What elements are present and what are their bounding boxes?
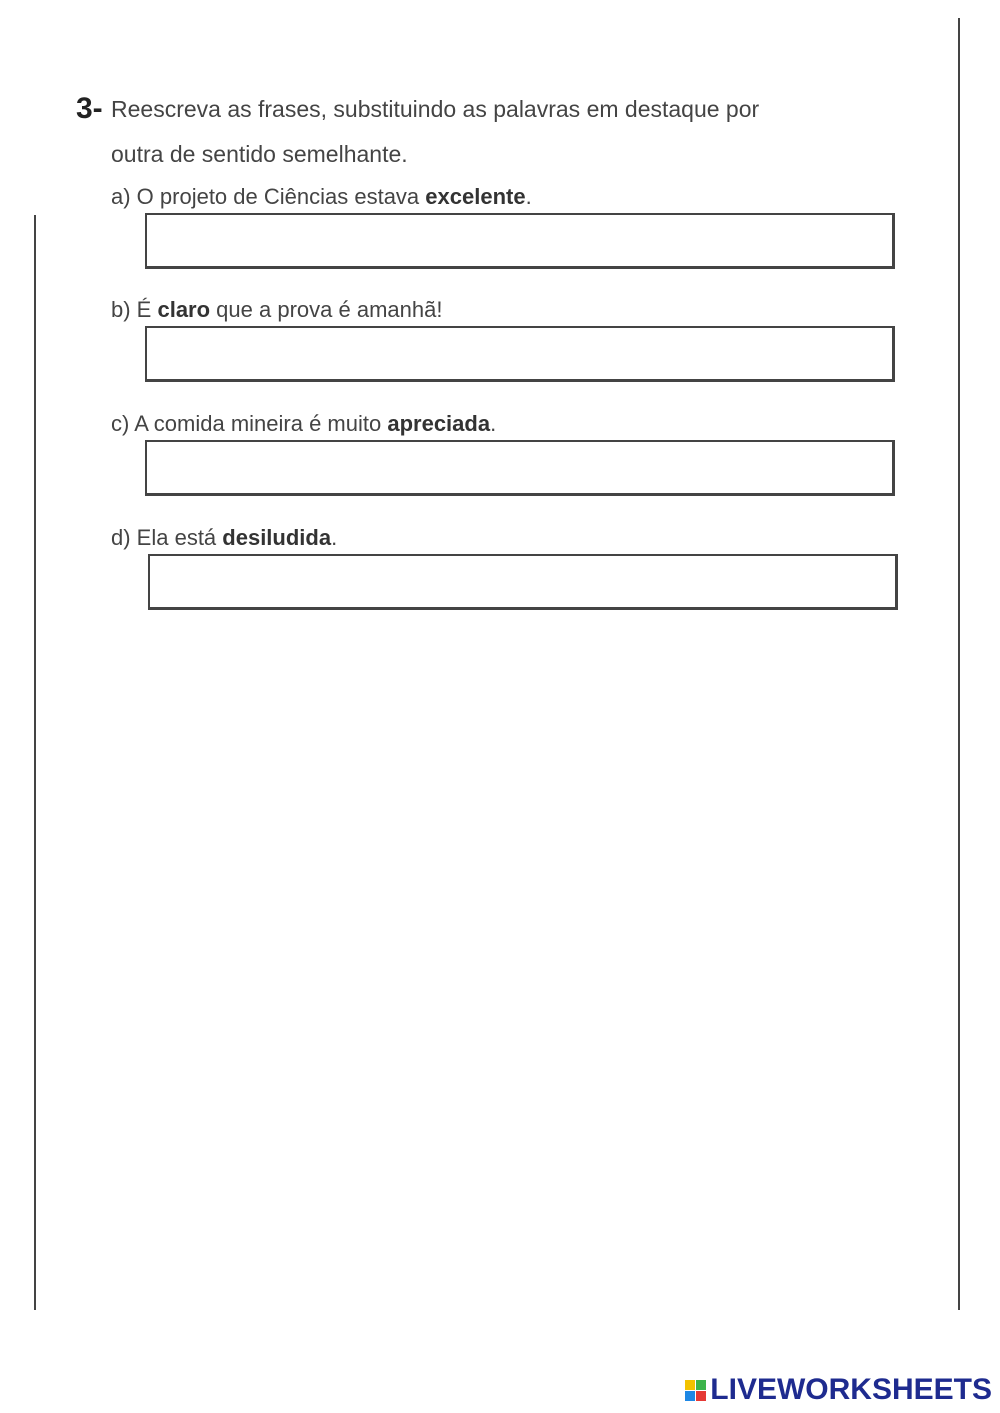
- item-c-sentence: [111, 411, 496, 437]
- item-d-suffix: .: [331, 525, 338, 550]
- item-a-suffix: .: [525, 184, 532, 209]
- answer-box-a[interactable]: [145, 213, 895, 269]
- item-a-prefix: a) O projeto de Ciências estava: [111, 184, 426, 209]
- brand-name: LIVEWORKSHEETS: [710, 1373, 992, 1406]
- item-c-suffix: .: [490, 411, 497, 436]
- question-instruction-line-2: outra de sentido semelhante.: [111, 141, 408, 167]
- item-d-prefix: d) Ela está: [111, 525, 223, 550]
- liveworksheets-brand[interactable]: [685, 1373, 992, 1407]
- item-b-highlight-word: claro: [157, 297, 211, 322]
- answer-box-d[interactable]: [148, 554, 898, 610]
- item-b-suffix: que a prova é amanhã!: [210, 297, 443, 322]
- answer-box-b[interactable]: [145, 326, 895, 382]
- question-instruction-line-1: Reescreva as frases, substituindo as palavras em destaque por: [111, 96, 760, 122]
- liveworksheets-logo-icon: [685, 1380, 706, 1401]
- right-margin-line: [958, 18, 960, 1310]
- item-b-sentence: [111, 297, 442, 323]
- item-a-highlight-word: excelente: [425, 184, 526, 209]
- item-d-highlight-word: desiludida: [222, 525, 332, 550]
- item-d-sentence: [111, 525, 337, 551]
- item-a-sentence: [111, 184, 532, 210]
- question-number: 3-: [76, 92, 103, 125]
- item-c-prefix: c) A comida mineira é muito: [111, 411, 388, 436]
- left-margin-line: [34, 215, 36, 1310]
- item-c-highlight-word: apreciada: [387, 411, 491, 436]
- item-b-prefix: b) É: [111, 297, 158, 322]
- answer-box-c[interactable]: [145, 440, 895, 496]
